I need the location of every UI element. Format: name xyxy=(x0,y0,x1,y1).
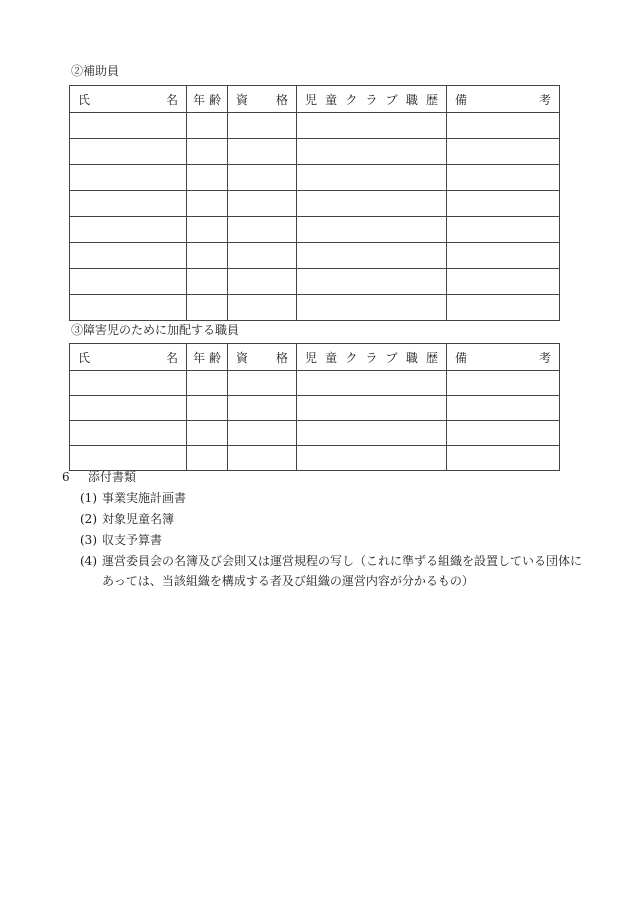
column-header-name: 氏名 xyxy=(70,344,187,371)
table-empty-cell xyxy=(447,243,560,269)
attachment-item xyxy=(80,533,586,548)
table-empty-row xyxy=(70,371,560,396)
table-empty-cell xyxy=(447,113,560,139)
table-empty-cell xyxy=(447,371,560,396)
table-empty-cell xyxy=(297,113,447,139)
table-empty-cell xyxy=(297,139,447,165)
column-header-name: 氏名 xyxy=(70,86,187,113)
column-header-qualification: 資格 xyxy=(228,344,297,371)
table-empty-cell xyxy=(447,139,560,165)
table-empty-cell xyxy=(447,421,560,446)
attachments-list xyxy=(80,491,586,589)
table-empty-cell xyxy=(447,446,560,471)
section-extra-staff-title: ③障害児のために加配する職員 xyxy=(71,323,240,337)
table-empty-cell xyxy=(297,421,447,446)
table-empty-cell xyxy=(228,217,297,243)
attachment-item-text: 対象児童名簿 xyxy=(102,512,175,526)
table-empty-cell xyxy=(187,396,228,421)
table-empty-row xyxy=(70,113,560,139)
table-empty-cell xyxy=(187,113,228,139)
column-header-age: 年齢 xyxy=(187,86,228,113)
column-header-qualification: 資格 xyxy=(228,86,297,113)
column-header-club-history: 児童クラブ職歴 xyxy=(297,344,447,371)
table-empty-cell xyxy=(228,295,297,321)
table-empty-cell xyxy=(447,191,560,217)
attachment-item-text: 事業実施計画書 xyxy=(102,491,187,505)
column-header-remarks: 備考 xyxy=(447,86,560,113)
table-empty-cell xyxy=(297,446,447,471)
table-empty-cell xyxy=(187,446,228,471)
table-empty-row xyxy=(70,191,560,217)
attachment-item-text: 収支予算書 xyxy=(102,533,163,547)
attachment-item xyxy=(80,512,586,527)
table-empty-cell xyxy=(187,295,228,321)
table-empty-cell xyxy=(447,217,560,243)
table-empty-cell xyxy=(70,269,187,295)
table-empty-cell xyxy=(228,269,297,295)
table-empty-cell xyxy=(228,396,297,421)
extra-staff-table xyxy=(69,343,560,471)
table-empty-cell xyxy=(70,191,187,217)
table-empty-row xyxy=(70,139,560,165)
table-empty-cell xyxy=(297,295,447,321)
attachment-item-marker: (1) xyxy=(80,491,97,505)
attachments-heading xyxy=(62,470,586,485)
attachment-item-marker: (3) xyxy=(80,533,97,547)
table-empty-cell xyxy=(447,396,560,421)
column-header-club-history: 児童クラブ職歴 xyxy=(297,86,447,113)
table-empty-cell xyxy=(228,139,297,165)
table-empty-cell xyxy=(228,243,297,269)
table-empty-cell xyxy=(228,421,297,446)
table-empty-row xyxy=(70,421,560,446)
table-empty-row xyxy=(70,396,560,421)
attachments-number: 6 xyxy=(62,470,70,484)
attachment-item-marker: (4) xyxy=(80,554,97,568)
attachments-heading-label: 添付書類 xyxy=(88,470,137,484)
table-empty-row xyxy=(70,165,560,191)
assistants-table-header-row xyxy=(70,86,560,113)
table-empty-cell xyxy=(228,446,297,471)
table-empty-cell xyxy=(187,217,228,243)
table-empty-cell xyxy=(447,269,560,295)
table-empty-cell xyxy=(70,295,187,321)
table-empty-cell xyxy=(70,371,187,396)
table-empty-row xyxy=(70,295,560,321)
table-empty-cell xyxy=(447,165,560,191)
table-empty-cell xyxy=(297,191,447,217)
attachments-section xyxy=(62,470,586,595)
attachment-item-marker: (2) xyxy=(80,512,97,526)
assistants-table xyxy=(69,85,560,321)
table-empty-cell xyxy=(70,139,187,165)
table-empty-cell xyxy=(70,396,187,421)
column-header-age: 年齢 xyxy=(187,344,228,371)
table-empty-cell xyxy=(228,113,297,139)
table-empty-cell xyxy=(297,371,447,396)
column-header-remarks: 備考 xyxy=(447,344,560,371)
table-empty-cell xyxy=(187,371,228,396)
table-empty-cell xyxy=(297,269,447,295)
table-empty-row xyxy=(70,217,560,243)
attachment-item xyxy=(80,554,586,589)
table-empty-cell xyxy=(70,243,187,269)
table-empty-cell xyxy=(187,243,228,269)
table-empty-row xyxy=(70,243,560,269)
table-empty-cell xyxy=(70,446,187,471)
table-empty-cell xyxy=(297,217,447,243)
table-empty-cell xyxy=(228,165,297,191)
table-empty-cell xyxy=(70,165,187,191)
extra-staff-table-header-row xyxy=(70,344,560,371)
table-empty-cell xyxy=(297,165,447,191)
table-empty-cell xyxy=(70,421,187,446)
table-empty-cell xyxy=(228,371,297,396)
section-assistants-title: ②補助員 xyxy=(71,64,120,78)
table-empty-cell xyxy=(447,295,560,321)
table-empty-cell xyxy=(187,165,228,191)
table-empty-cell xyxy=(187,421,228,446)
table-empty-cell xyxy=(228,191,297,217)
table-empty-cell xyxy=(297,243,447,269)
table-empty-cell xyxy=(297,396,447,421)
table-empty-cell xyxy=(70,217,187,243)
table-empty-cell xyxy=(187,139,228,165)
attachment-item xyxy=(80,491,586,506)
table-empty-cell xyxy=(70,113,187,139)
attachment-item-text: 運営委員会の名簿及び会則又は運営規程の写し（これに準ずる組織を設置している団体に あっては、当該組織を構成する者及び組織の運営内容が分かるもの） xyxy=(102,554,583,588)
table-empty-cell xyxy=(187,269,228,295)
table-empty-row xyxy=(70,446,560,471)
table-empty-cell xyxy=(187,191,228,217)
table-empty-row xyxy=(70,269,560,295)
